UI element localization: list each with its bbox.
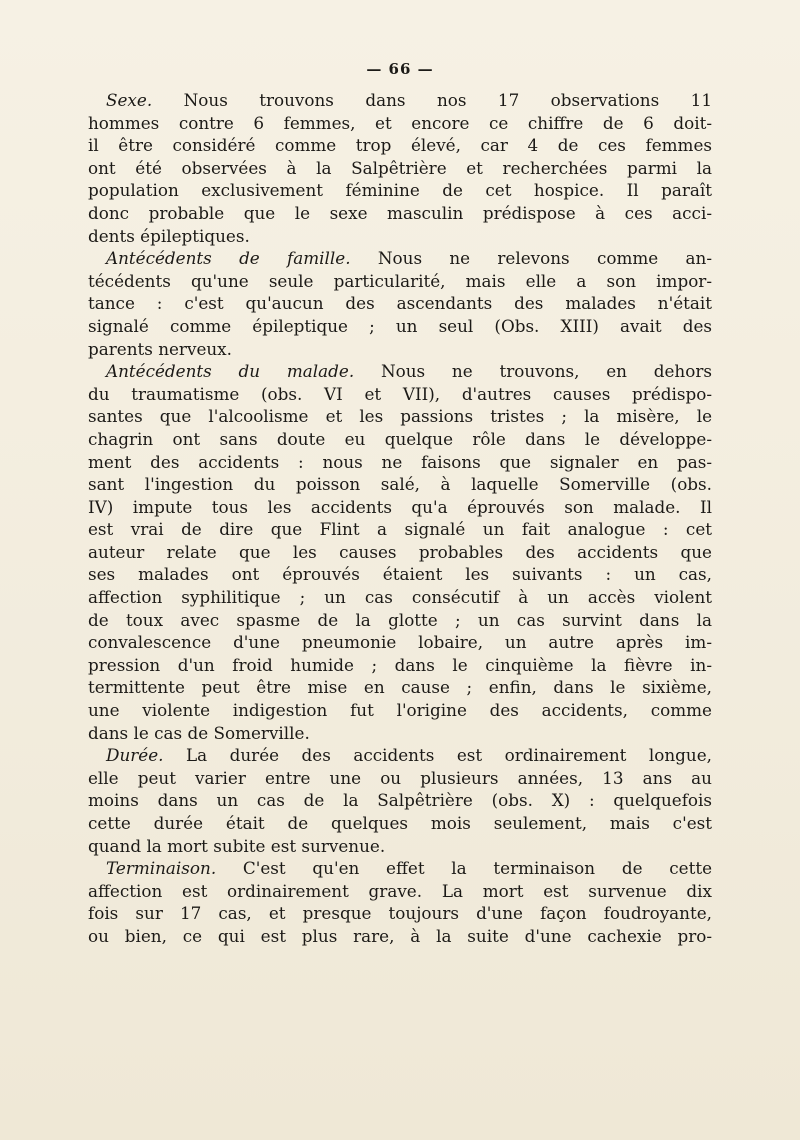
text-line: est vrai de dire que Flint a signalé un fait analogue : cet xyxy=(88,519,712,540)
section-heading-duree: Durée. xyxy=(106,745,164,766)
text-line: signalé comme épileptique ; un seul (Obs. XIII) avait des xyxy=(88,315,712,336)
text-line: de toux avec spasme de la glotte ; un cas survint dans la xyxy=(88,609,712,630)
text-line: parents nerveux. xyxy=(88,338,232,359)
section-heading-terminaison: Terminaison. xyxy=(106,858,217,879)
section-heading-antecedents-malade: Antécédents du malade. xyxy=(106,361,355,382)
text-line: fois sur 17 cas, et presque toujours d'une façon foudroyante, xyxy=(88,903,712,924)
text-line: auteur relate que les causes probables des accidents que xyxy=(88,541,712,562)
text-line: affection est ordinairement grave. La mort est survenue dix xyxy=(88,880,712,901)
text-line: population exclusivement féminine de cet hospice. Il paraît xyxy=(88,180,712,201)
text-line: pression d'un froid humide ; dans le cinquième la fièvre in- xyxy=(88,654,712,675)
text-line: ont été observées à la Salpêtrière et recherchées parmi la xyxy=(88,157,712,178)
text-line: Antécédents de famille. Nous ne relevons comme an- xyxy=(106,248,713,269)
text-line: hommes contre 6 femmes, et encore ce chiffre de 6 doit- xyxy=(88,112,712,133)
text-line: tance : c'est qu'aucun des ascendants des malades n'était xyxy=(88,293,712,314)
section-heading-sexe: Sexe. xyxy=(106,90,153,110)
text-line: Durée. La durée des accidents est ordinairement longue, xyxy=(106,745,712,766)
text-line: Sexe. Nous trouvons dans nos 17 observations 11 xyxy=(106,90,712,110)
text-line: il être considéré comme trop élevé, car 4 de ces femmes xyxy=(88,135,712,156)
text-line: affection syphilitique ; un cas consécutif à un accès violent xyxy=(88,587,712,608)
text-line: termittente peut être mise en cause ; enfin, dans le sixième, xyxy=(88,677,712,698)
text-line: IV) impute tous les accidents qu'a éprouvés son malade. Il xyxy=(88,496,712,517)
text-line: moins dans un cas de la Salpêtrière (obs. X) : quelquefois xyxy=(88,790,712,811)
section-heading-antecedents-famille: Antécédents de famille. xyxy=(106,248,351,269)
page-number: — 66 — xyxy=(366,60,434,78)
text-line: Terminaison. C'est qu'en effet la terminaison de cette xyxy=(106,858,712,879)
text-line: donc probable que le sexe masculin prédispose à ces acci- xyxy=(88,202,712,223)
text-line: dents épileptiques. xyxy=(88,225,250,246)
text-line: une violente indigestion fut l'origine des accidents, comme xyxy=(88,700,712,721)
text-line: ou bien, ce qui est plus rare, à la suite d'une cachexie pro- xyxy=(88,925,712,946)
text-line: du traumatisme (obs. VI et VII), d'autres causes prédispo- xyxy=(88,383,712,404)
text-line: Antécédents du malade. Nous ne trouvons, en dehors xyxy=(106,361,712,382)
text-line: cette durée était de quelques mois seulement, mais c'est xyxy=(88,813,712,833)
text-line: ses malades ont éprouvés étaient les suivants : un cas, xyxy=(88,564,712,585)
text-line: santes que l'alcoolisme et les passions tristes ; la misère, le xyxy=(88,406,712,427)
body-text xyxy=(88,89,712,948)
text-line: chagrin ont sans doute eu quelque rôle dans le développe- xyxy=(88,428,712,449)
text-line: quand la mort subite est survenue. xyxy=(88,835,386,856)
text-line: dans le cas de Somerville. xyxy=(88,722,310,743)
text-line: elle peut varier entre une ou plusieurs années, 13 ans au xyxy=(88,767,712,788)
text-line: ment des accidents : nous ne faisons que signaler en pas- xyxy=(88,451,712,472)
text-line: convalescence d'une pneumonie lobaire, un autre après im- xyxy=(88,632,712,653)
text-line: sant l'ingestion du poisson salé, à laquelle Somerville (obs. xyxy=(88,474,712,495)
text-line: técédents qu'une seule particularité, mais elle a son impor- xyxy=(88,270,712,291)
